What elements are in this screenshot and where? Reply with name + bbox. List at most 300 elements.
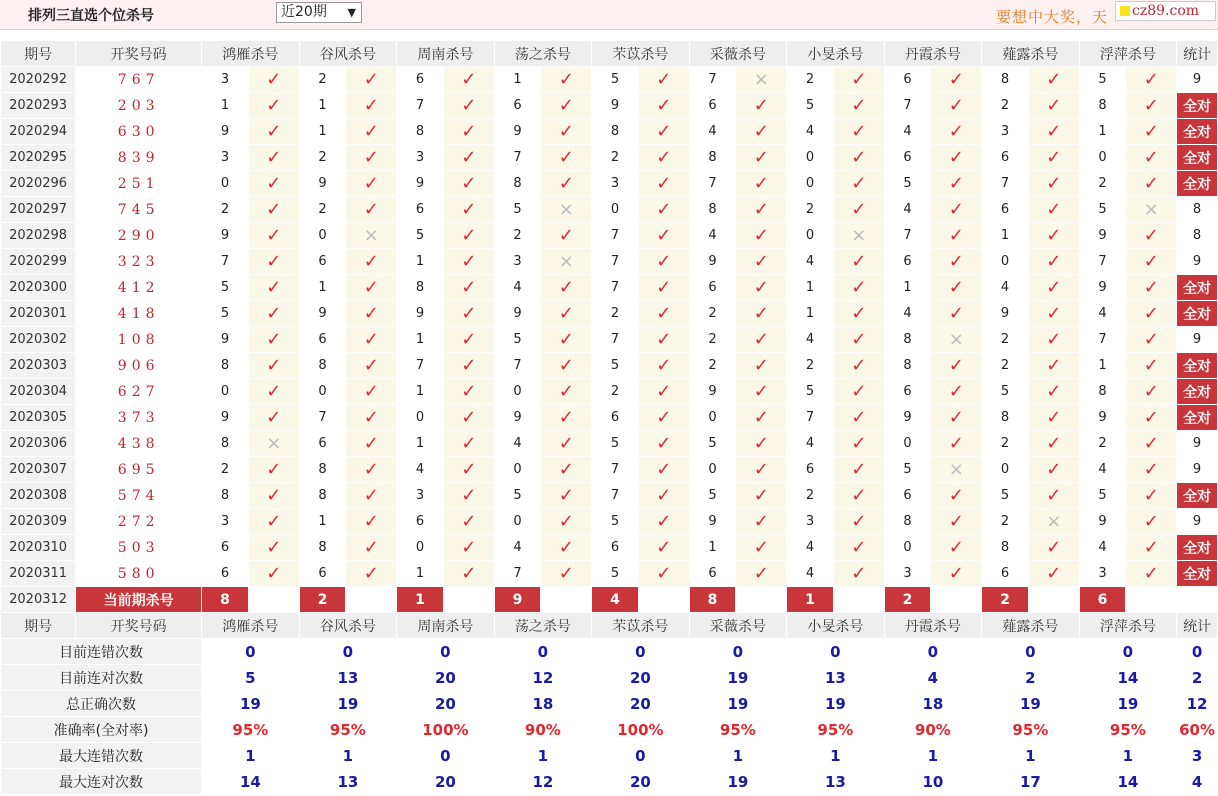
kill-number-cell: 5 — [1079, 483, 1126, 509]
kill-number-cell: 6 — [299, 561, 346, 587]
result-mark-cell — [346, 483, 397, 509]
result-mark-cell — [931, 145, 982, 171]
result-mark-cell — [931, 405, 982, 431]
result-mark-cell — [443, 535, 494, 561]
check-icon: ✓ — [851, 172, 867, 194]
kill-number-cell: 6 — [689, 275, 736, 301]
kill-number-cell: 9 — [299, 301, 346, 327]
summary-value: 0 — [299, 639, 397, 665]
kill-number-cell: 5 — [689, 483, 736, 509]
header-expert: 丹霞杀号 — [884, 613, 982, 639]
result-mark-cell — [736, 327, 787, 353]
draw-numbers-cell: 627 — [76, 379, 202, 405]
check-icon: ✓ — [266, 146, 282, 168]
result-mark-cell — [248, 535, 299, 561]
result-mark-cell — [1126, 301, 1177, 327]
check-icon: ✓ — [851, 536, 867, 558]
period-cell: 2020305 — [1, 405, 76, 431]
period-cell: 2020308 — [1, 483, 76, 509]
check-icon: ✓ — [1046, 94, 1062, 116]
kill-number-cell: 3 — [884, 561, 931, 587]
blank-cell — [736, 587, 787, 613]
kill-number-cell: 1 — [397, 561, 444, 587]
kill-number-cell: 1 — [397, 379, 444, 405]
check-icon: ✓ — [753, 172, 769, 194]
kill-number-cell: 9 — [494, 405, 541, 431]
check-icon: ✓ — [461, 458, 477, 480]
result-mark-cell — [346, 405, 397, 431]
result-mark-cell — [638, 249, 689, 275]
kill-number-cell: 7 — [397, 93, 444, 119]
result-mark-cell — [541, 327, 592, 353]
check-icon: ✓ — [558, 458, 574, 480]
kill-number-cell: 1 — [982, 223, 1029, 249]
kill-number-cell: 1 — [1079, 119, 1126, 145]
current-kill-number: 8 — [689, 587, 736, 613]
result-mark-cell — [931, 327, 982, 353]
dropdown-arrow-icon: ▼ — [347, 6, 356, 19]
kill-number-cell: 9 — [202, 327, 249, 353]
summary-value: 20 — [397, 691, 495, 717]
result-mark-cell — [346, 327, 397, 353]
cross-icon: × — [948, 458, 964, 480]
summary-value: 100% — [592, 717, 690, 743]
summary-value: 0 — [592, 639, 690, 665]
result-mark-cell — [638, 93, 689, 119]
check-icon: ✓ — [558, 172, 574, 194]
period-cell: 2020306 — [1, 431, 76, 457]
result-mark-cell — [443, 145, 494, 171]
check-icon: ✓ — [1046, 536, 1062, 558]
check-icon: ✓ — [266, 224, 282, 246]
range-select-value: 近20期 — [281, 4, 327, 20]
result-mark-cell — [638, 197, 689, 223]
all-correct-badge: 全对 — [1177, 405, 1218, 431]
summary-value: 20 — [397, 769, 495, 795]
period-cell: 2020301 — [1, 301, 76, 327]
result-mark-cell — [541, 561, 592, 587]
result-mark-cell — [1126, 483, 1177, 509]
kill-number-cell: 8 — [982, 535, 1029, 561]
summary-label: 最大连错次数 — [1, 743, 202, 769]
check-icon: ✓ — [461, 510, 477, 532]
result-mark-cell — [931, 93, 982, 119]
table-row — [1, 509, 1218, 535]
check-icon: ✓ — [461, 328, 477, 350]
kill-number-cell: 6 — [592, 405, 639, 431]
check-icon: ✓ — [1046, 250, 1062, 272]
summary-row — [1, 639, 1218, 665]
kill-number-cell: 1 — [787, 275, 834, 301]
result-mark-cell — [1126, 535, 1177, 561]
kill-number-cell: 0 — [299, 223, 346, 249]
check-icon: ✓ — [1143, 536, 1159, 558]
result-mark-cell — [443, 431, 494, 457]
kill-number-cell: 5 — [787, 379, 834, 405]
result-mark-cell — [1028, 561, 1079, 587]
result-mark-cell — [1028, 483, 1079, 509]
check-icon: ✓ — [948, 68, 964, 90]
result-mark-cell — [833, 509, 884, 535]
result-mark-cell — [443, 301, 494, 327]
check-icon: ✓ — [656, 302, 672, 324]
blank-cell — [638, 587, 689, 613]
blank-cell — [1126, 587, 1177, 613]
draw-numbers-cell: 272 — [76, 509, 202, 535]
check-icon: ✓ — [461, 146, 477, 168]
result-mark-cell — [248, 67, 299, 93]
kill-number-cell: 6 — [202, 561, 249, 587]
check-icon: ✓ — [266, 510, 282, 532]
check-icon: ✓ — [851, 94, 867, 116]
result-mark-cell — [541, 119, 592, 145]
kill-number-cell: 5 — [494, 327, 541, 353]
header-expert: 芣苡杀号 — [592, 41, 690, 67]
check-icon: ✓ — [851, 276, 867, 298]
check-icon: ✓ — [266, 354, 282, 376]
header-expert: 丹霞杀号 — [884, 41, 982, 67]
summary-value: 1 — [1079, 743, 1177, 769]
result-mark-cell — [638, 405, 689, 431]
result-mark-cell — [931, 483, 982, 509]
result-mark-cell — [248, 249, 299, 275]
summary-value: 13 — [787, 769, 885, 795]
kill-number-cell: 9 — [202, 223, 249, 249]
kill-number-cell: 9 — [982, 301, 1029, 327]
check-icon: ✓ — [363, 562, 379, 584]
check-icon: ✓ — [1143, 510, 1159, 532]
check-icon: ✓ — [461, 354, 477, 376]
check-icon: ✓ — [656, 172, 672, 194]
result-mark-cell — [833, 535, 884, 561]
result-mark-cell — [833, 405, 884, 431]
header-expert: 鸿雁杀号 — [202, 613, 300, 639]
kill-number-cell: 4 — [689, 119, 736, 145]
check-icon: ✓ — [753, 406, 769, 428]
result-mark-cell — [1028, 197, 1079, 223]
kill-number-cell: 8 — [884, 509, 931, 535]
kill-number-cell: 2 — [592, 145, 639, 171]
stat-cell: 9 — [1177, 67, 1218, 93]
check-icon: ✓ — [266, 536, 282, 558]
check-icon: ✓ — [363, 172, 379, 194]
check-icon: ✓ — [461, 68, 477, 90]
kill-number-cell: 2 — [202, 197, 249, 223]
check-icon: ✓ — [753, 198, 769, 220]
kill-number-cell: 8 — [982, 405, 1029, 431]
check-icon: ✓ — [1046, 406, 1062, 428]
kill-number-cell: 9 — [884, 405, 931, 431]
kill-number-cell: 3 — [202, 145, 249, 171]
result-mark-cell — [638, 119, 689, 145]
check-icon: ✓ — [558, 484, 574, 506]
all-correct-badge: 全对 — [1177, 119, 1218, 145]
check-icon: ✓ — [1046, 484, 1062, 506]
kill-number-cell: 7 — [1079, 327, 1126, 353]
result-mark-cell — [833, 275, 884, 301]
check-icon: ✓ — [1143, 276, 1159, 298]
header-expert: 谷风杀号 — [299, 41, 397, 67]
kill-number-cell: 2 — [689, 301, 736, 327]
header-period: 期号 — [1, 41, 76, 67]
result-mark-cell — [1028, 119, 1079, 145]
current-kill-number: 4 — [592, 587, 639, 613]
check-icon: ✓ — [948, 146, 964, 168]
page-title: 排列三直选个位杀号 — [28, 8, 154, 24]
check-icon: ✓ — [851, 250, 867, 272]
kill-number-cell: 4 — [884, 301, 931, 327]
header-stat: 统计 — [1177, 41, 1218, 67]
check-icon: ✓ — [948, 562, 964, 584]
check-icon: ✓ — [266, 250, 282, 272]
kill-number-cell: 2 — [787, 197, 834, 223]
kill-number-cell: 5 — [202, 301, 249, 327]
result-mark-cell — [248, 171, 299, 197]
check-icon: ✓ — [656, 250, 672, 272]
table-row — [1, 327, 1218, 353]
result-mark-cell — [443, 275, 494, 301]
result-mark-cell — [833, 353, 884, 379]
result-mark-cell — [736, 119, 787, 145]
logo-text: cz89.com — [1132, 3, 1200, 19]
promo-marquee[interactable]: 要想中大奖，天 — [996, 8, 1109, 26]
summary-value: 0 — [787, 639, 885, 665]
draw-numbers-cell: 418 — [76, 301, 202, 327]
check-icon: ✓ — [948, 172, 964, 194]
check-icon: ✓ — [1046, 224, 1062, 246]
check-icon: ✓ — [1143, 458, 1159, 480]
check-icon: ✓ — [266, 276, 282, 298]
kill-number-cell: 1 — [884, 275, 931, 301]
result-mark-cell — [736, 561, 787, 587]
check-icon: ✓ — [753, 354, 769, 376]
period-cell: 2020311 — [1, 561, 76, 587]
check-icon: ✓ — [1143, 380, 1159, 402]
table-row — [1, 223, 1218, 249]
kill-number-cell: 7 — [689, 67, 736, 93]
kill-number-cell: 4 — [787, 119, 834, 145]
summary-value: 20 — [592, 769, 690, 795]
result-mark-cell — [833, 93, 884, 119]
result-mark-cell — [931, 119, 982, 145]
kill-number-cell: 1 — [299, 93, 346, 119]
kill-number-cell: 4 — [494, 275, 541, 301]
check-icon: ✓ — [851, 510, 867, 532]
kill-number-cell: 6 — [592, 535, 639, 561]
check-icon: ✓ — [656, 510, 672, 532]
kill-number-cell: 1 — [787, 301, 834, 327]
check-icon: ✓ — [363, 380, 379, 402]
check-icon: ✓ — [656, 68, 672, 90]
result-mark-cell — [443, 93, 494, 119]
kill-number-cell: 5 — [982, 483, 1029, 509]
kill-number-cell: 0 — [884, 535, 931, 561]
blank-cell — [931, 587, 982, 613]
kill-number-cell: 2 — [787, 353, 834, 379]
result-mark-cell — [346, 93, 397, 119]
stat-cell: 9 — [1177, 457, 1218, 483]
result-mark-cell — [541, 197, 592, 223]
result-mark-cell — [833, 223, 884, 249]
summary-value: 14 — [1079, 769, 1177, 795]
check-icon: ✓ — [1046, 328, 1062, 350]
result-mark-cell — [248, 405, 299, 431]
check-icon: ✓ — [1046, 562, 1062, 584]
result-mark-cell — [541, 405, 592, 431]
result-mark-cell — [736, 509, 787, 535]
check-icon: ✓ — [851, 562, 867, 584]
result-mark-cell — [736, 197, 787, 223]
check-icon: ✓ — [558, 68, 574, 90]
kill-number-cell: 3 — [1079, 561, 1126, 587]
result-mark-cell — [833, 561, 884, 587]
result-mark-cell — [736, 379, 787, 405]
summary-value: 1 — [787, 743, 885, 769]
check-icon: ✓ — [558, 510, 574, 532]
draw-numbers-cell: 906 — [76, 353, 202, 379]
kill-number-cell: 9 — [299, 171, 346, 197]
kill-number-cell: 9 — [1079, 405, 1126, 431]
check-icon: ✓ — [948, 510, 964, 532]
table-row — [1, 171, 1218, 197]
result-mark-cell — [248, 483, 299, 509]
check-icon: ✓ — [948, 250, 964, 272]
kill-number-cell: 2 — [299, 67, 346, 93]
summary-value: 19 — [982, 691, 1080, 717]
cross-icon: × — [558, 250, 574, 272]
blank-cell — [346, 587, 397, 613]
result-mark-cell — [1028, 67, 1079, 93]
summary-value: 19 — [689, 665, 787, 691]
kill-number-cell: 3 — [787, 509, 834, 535]
result-mark-cell — [931, 67, 982, 93]
current-kill-number: 9 — [494, 587, 541, 613]
period-cell: 2020293 — [1, 93, 76, 119]
check-icon: ✓ — [1143, 302, 1159, 324]
result-mark-cell — [346, 249, 397, 275]
result-mark-cell — [833, 119, 884, 145]
result-mark-cell — [541, 535, 592, 561]
kill-number-cell: 2 — [787, 483, 834, 509]
check-icon: ✓ — [1046, 458, 1062, 480]
kill-number-cell: 0 — [494, 379, 541, 405]
check-icon: ✓ — [851, 302, 867, 324]
result-mark-cell — [1126, 405, 1177, 431]
result-mark-cell — [1126, 275, 1177, 301]
result-mark-cell — [1028, 249, 1079, 275]
kill-number-cell: 8 — [202, 353, 249, 379]
result-mark-cell — [736, 67, 787, 93]
blank-cell — [541, 587, 592, 613]
summary-value: 1 — [982, 743, 1080, 769]
current-kill-number: 1 — [397, 587, 444, 613]
check-icon: ✓ — [558, 432, 574, 454]
check-icon: ✓ — [558, 120, 574, 142]
stat-cell: 9 — [1177, 509, 1218, 535]
cross-icon: × — [753, 68, 769, 90]
draw-numbers-cell: 745 — [76, 197, 202, 223]
check-icon: ✓ — [753, 224, 769, 246]
table-row — [1, 93, 1218, 119]
table-row — [1, 379, 1218, 405]
result-mark-cell — [931, 197, 982, 223]
cross-icon: × — [266, 432, 282, 454]
check-icon: ✓ — [656, 224, 672, 246]
summary-value: 100% — [397, 717, 495, 743]
draw-numbers-cell: 373 — [76, 405, 202, 431]
result-mark-cell — [736, 93, 787, 119]
header-expert: 荡之杀号 — [494, 41, 592, 67]
result-mark-cell — [541, 249, 592, 275]
check-icon: ✓ — [1143, 146, 1159, 168]
site-logo[interactable] — [1115, 1, 1216, 21]
current-kill-label: 当前期杀号 — [76, 587, 202, 613]
kill-number-cell: 2 — [689, 353, 736, 379]
range-select[interactable] — [276, 2, 362, 23]
kill-number-cell: 8 — [1079, 93, 1126, 119]
kill-number-cell: 2 — [494, 223, 541, 249]
summary-value: 18 — [494, 691, 592, 717]
header-expert: 小旻杀号 — [787, 41, 885, 67]
result-mark-cell — [346, 171, 397, 197]
check-icon: ✓ — [753, 146, 769, 168]
kill-number-cell: 2 — [592, 301, 639, 327]
check-icon: ✓ — [266, 302, 282, 324]
check-icon: ✓ — [753, 536, 769, 558]
result-mark-cell — [833, 457, 884, 483]
summary-value: 1 — [202, 743, 300, 769]
kill-number-cell: 6 — [397, 67, 444, 93]
check-icon: ✓ — [558, 380, 574, 402]
kill-number-cell: 2 — [982, 93, 1029, 119]
result-mark-cell — [931, 379, 982, 405]
result-mark-cell — [736, 483, 787, 509]
summary-value: 10 — [884, 769, 982, 795]
kill-number-cell: 4 — [494, 535, 541, 561]
kill-number-cell: 7 — [689, 171, 736, 197]
check-icon: ✓ — [461, 536, 477, 558]
logo-square-icon — [1120, 6, 1130, 16]
summary-value: 1 — [884, 743, 982, 769]
result-mark-cell — [1126, 171, 1177, 197]
period-cell: 2020310 — [1, 535, 76, 561]
result-mark-cell — [1028, 353, 1079, 379]
result-mark-cell — [248, 457, 299, 483]
kill-number-cell: 7 — [592, 223, 639, 249]
summary-value: 14 — [1079, 665, 1177, 691]
result-mark-cell — [736, 405, 787, 431]
kill-number-cell: 1 — [397, 327, 444, 353]
summary-value: 0 — [202, 639, 300, 665]
kill-number-cell: 4 — [1079, 457, 1126, 483]
kill-number-cell: 5 — [202, 275, 249, 301]
summary-label: 准确率(全对率) — [1, 717, 202, 743]
check-icon: ✓ — [266, 380, 282, 402]
stat-cell: 9 — [1177, 431, 1218, 457]
summary-value: 19 — [299, 691, 397, 717]
kill-number-cell: 8 — [689, 197, 736, 223]
check-icon: ✓ — [461, 120, 477, 142]
kill-number-cell: 3 — [397, 483, 444, 509]
draw-numbers-cell: 839 — [76, 145, 202, 171]
check-icon: ✓ — [461, 276, 477, 298]
kill-number-cell: 0 — [787, 171, 834, 197]
result-mark-cell — [638, 535, 689, 561]
result-mark-cell — [248, 223, 299, 249]
check-icon: ✓ — [851, 328, 867, 350]
header-numbers: 开奖号码 — [76, 41, 202, 67]
summary-label: 目前连错次数 — [1, 639, 202, 665]
